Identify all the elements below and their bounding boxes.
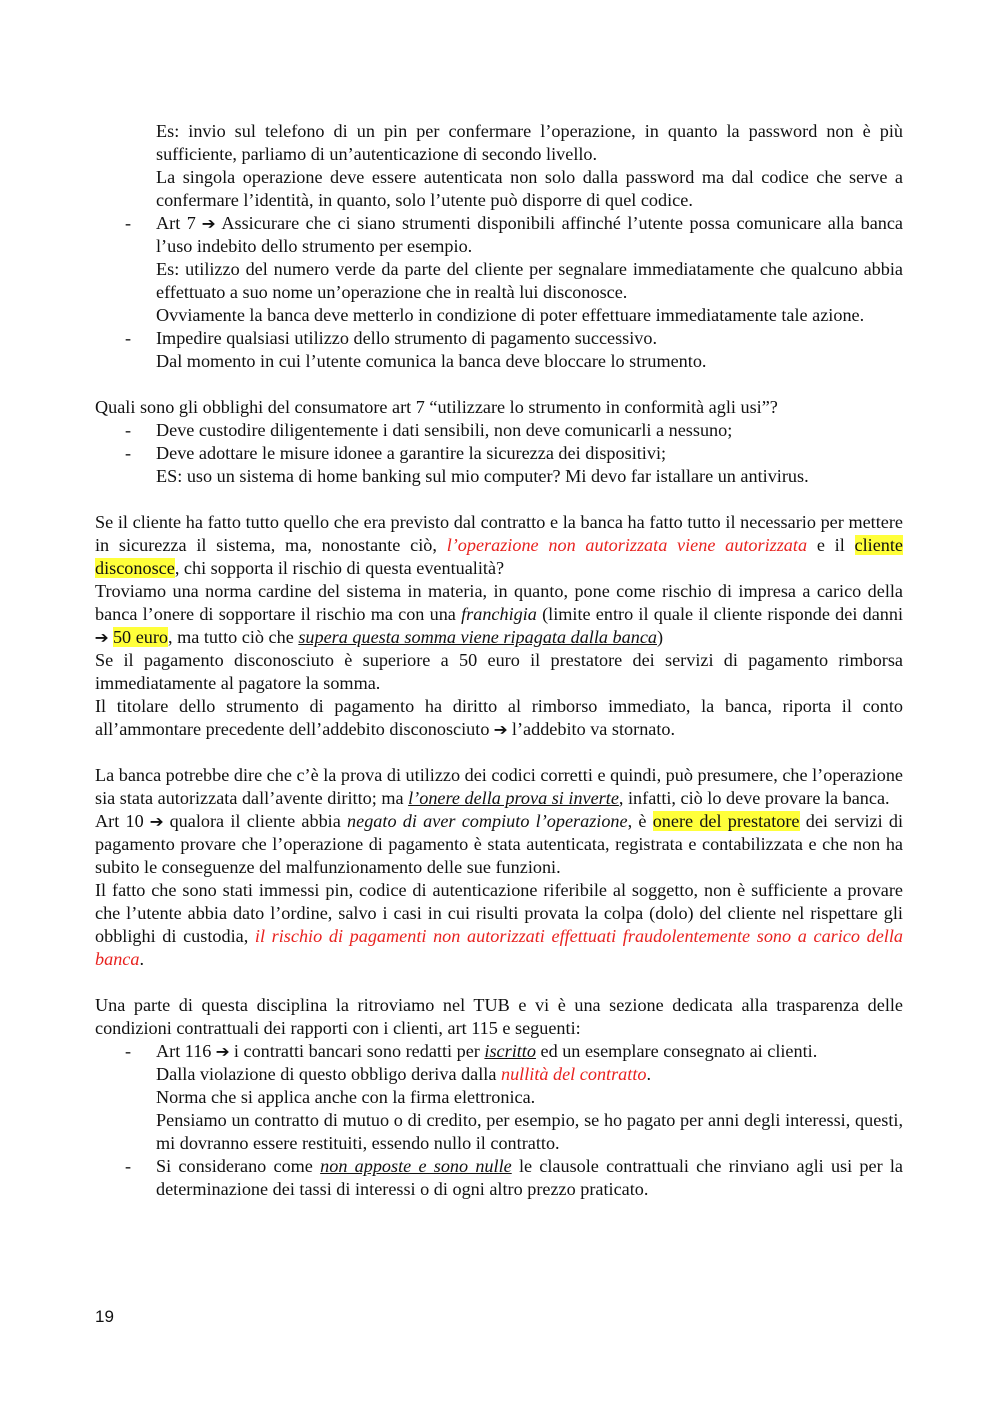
- highlighted-text: cliente disconosce: [95, 535, 904, 578]
- highlighted-text: onere del prestatore: [652, 811, 800, 831]
- dash-bullet: -: [125, 443, 132, 463]
- dash-bullet: -: [125, 328, 132, 348]
- paragraph: La banca potrebbe dire che c’è la prova di utilizzo dei codici corretti e quindi, può presumere, che l’operazione sia stata autorizzata dall’avente diritto; ma l’onere della prova si inverte, infatti, ciò lo deve provare la banca.: [95, 765, 903, 808]
- italic-text: negato di aver compiuto l’operazione: [347, 811, 628, 831]
- highlighted-text: 50 euro: [112, 627, 169, 647]
- italic-text: franchigia: [461, 604, 537, 624]
- list-item: - Si considerano come non apposte e sono nulle le clausole contrattuali che rinviano agli usi per la determinazione dei tassi di interessi o di ogni altro prezzo praticato.: [125, 1156, 903, 1199]
- paragraph: Dalla violazione di questo obbligo deriva dalla nullità del contratto.: [156, 1064, 652, 1084]
- paragraph: Una parte di questa disciplina la ritroviamo nel TUB e vi è una sezione dedicata alla trasparenza delle condizioni contrattuali dei rapporti con i clienti, art 115 e seguenti:: [95, 995, 903, 1038]
- paragraph: Se il cliente ha fatto tutto quello che era previsto dal contratto e la banca ha fatto tutto il necessario per mettere in sicurezza il sistema, ma, nonostante ciò, l’operazione non autorizzata viene autorizzata e il cliente disconosce, chi sopporta il rischio di questa eventualità?: [95, 512, 904, 578]
- paragraph: Il fatto che sono stati immessi pin, codice di autenticazione riferibile al soggetto, non è sufficiente a provare che l’utente abbia dato l’ordine, salvo i casi in cui risulti provata la colpa (dolo) del cliente nel rispettare gli obblighi di custodia, il rischio di pagamenti non autorizzati effettuati fraudolentemente sono a carico della banca.: [95, 880, 903, 969]
- red-italic-text: il rischio di pagamenti non autorizzati effettuati fraudolentemente sono a carico della banca: [95, 926, 903, 969]
- paragraph: Troviamo una norma cardine del sistema in materia, in quanto, pone come rischio di impresa a carico della banca l’onere di sopportare il rischio ma con una franchigia (limite entro il quale il cliente risponde dei danni ➔ 50 euro, ma tutto ciò che supera questa somma viene ripagata dalla banca): [94, 581, 904, 647]
- dash-bullet: -: [125, 420, 132, 440]
- paragraph: Pensiamo un contratto di mutuo o di credito, per esempio, se ho pagato per anni degli interessi, questi, mi dovranno essere restituiti, essendo nullo il contratto.: [156, 1110, 903, 1153]
- red-italic-text: l’operazione non autorizzata viene autorizzata: [446, 535, 808, 555]
- page-number: 19: [95, 1307, 114, 1326]
- paragraph: Norma che si applica anche con la firma elettronica.: [156, 1087, 536, 1107]
- list-item: - Art 7 ➔ Assicurare che ci siano strumenti disponibili affinché l’utente possa comunicare alla banca l’uso indebito dello strumento per esempio.: [125, 213, 904, 256]
- dash-bullet: -: [125, 1156, 132, 1176]
- paragraph: ES: uso un sistema di home banking sul mio computer? Mi devo far istallare un antivirus.: [156, 466, 809, 486]
- list-item: - Impedire qualsiasi utilizzo dello strumento di pagamento successivo.: [125, 328, 658, 348]
- paragraph: Dal momento in cui l’utente comunica la banca deve bloccare lo strumento.: [156, 351, 707, 371]
- red-italic-text: nullità del contratto: [500, 1064, 647, 1084]
- question-paragraph: Quali sono gli obblighi del consumatore art 7 “utilizzare lo strumento in conformità agli usi”?: [95, 397, 778, 417]
- paragraph: Es: utilizzo del numero verde da parte del cliente per segnalare immediatamente che qualcuno abbia effettuato a suo nome un’operazione che in realtà lui disconosce.: [156, 259, 903, 302]
- list-item: - Deve adottare le misure idonee a garantire la sicurezza dei dispositivi;: [125, 443, 667, 463]
- list-item: - Art 116 ➔ i contratti bancari sono redatti per iscritto ed un esemplare consegnato ai clienti.: [125, 1041, 818, 1061]
- underlined-italic-text: iscritto: [484, 1041, 536, 1061]
- arrow-right-icon: ➔: [149, 812, 164, 831]
- underlined-italic-text: non apposte e sono nulle: [320, 1156, 512, 1176]
- arrow-right-icon: ➔: [215, 1042, 230, 1061]
- arrow-right-icon: ➔: [493, 720, 508, 739]
- paragraph: Se il pagamento disconosciuto è superiore a 50 euro il prestatore dei servizi di pagamento rimborsa immediatamente al pagatore la somma.: [95, 650, 903, 693]
- list-item: - Deve custodire diligentemente i dati sensibili, non deve comunicarli a nessuno;: [125, 420, 733, 440]
- dash-bullet: -: [125, 1041, 132, 1061]
- arrow-right-icon: ➔: [94, 628, 109, 647]
- dash-bullet: -: [125, 213, 132, 233]
- underlined-italic-text: l’onere della prova si inverte: [408, 788, 619, 808]
- paragraph: Il titolare dello strumento di pagamento ha diritto al rimborso immediato, la banca, riporta il conto all’ammontare precedente dell’addebito disconosciuto ➔ l’addebito va stornato.: [95, 696, 903, 739]
- paragraph: Art 10 ➔ qualora il cliente abbia negato di aver compiuto l’operazione, è onere del prestatore dei servizi di pagamento provare che l’operazione di pagamento è stata autenticata, registrata e contabilizzata e che non ha subito le conseguenze del malfunzionamento delle sue funzioni.: [95, 811, 904, 877]
- paragraph: La singola operazione deve essere autenticata non solo dalla password ma dal codice che serve a confermare l’identità, in quanto, solo l’utente può disporre di quel codice.: [156, 167, 903, 210]
- paragraph: Es: invio sul telefono di un pin per confermare l’operazione, in quanto la password non è più sufficiente, parliamo di un’autenticazione di secondo livello.: [156, 121, 903, 164]
- arrow-right-icon: ➔: [202, 214, 217, 233]
- underlined-italic-text: supera questa somma viene ripagata dalla banca: [298, 627, 657, 647]
- paragraph: Ovviamente la banca deve metterlo in condizione di poter effettuare immediatamente tale azione.: [156, 305, 865, 325]
- document-page: [95, 120, 903, 1201]
